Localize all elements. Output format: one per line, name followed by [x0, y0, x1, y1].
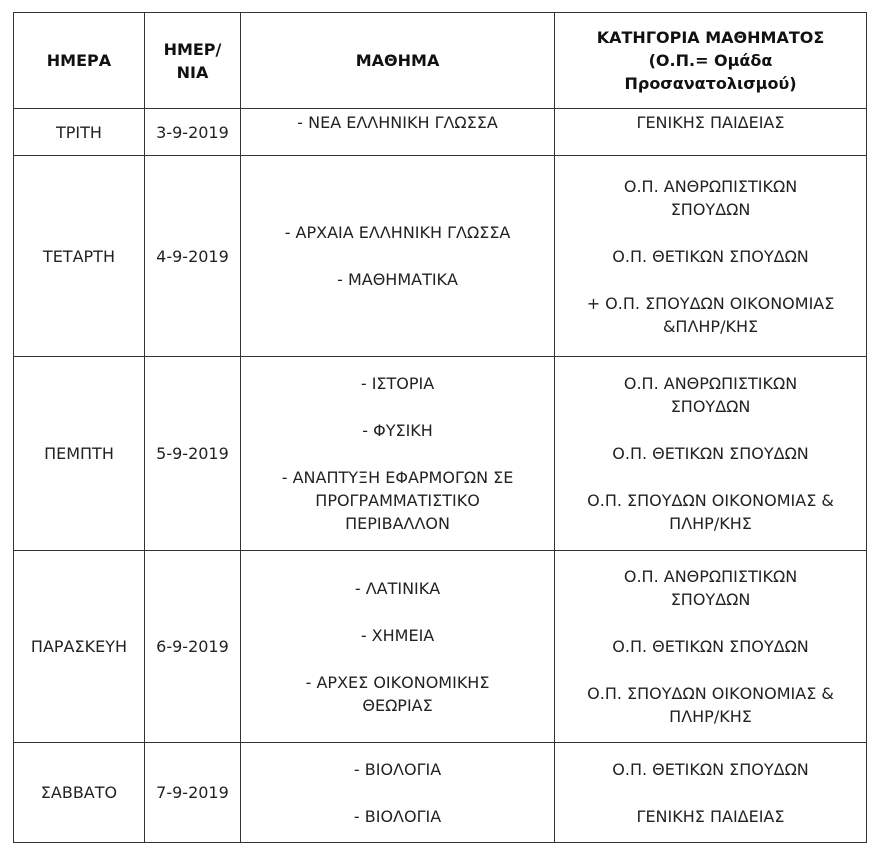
category-line: Ο.Π. ΘΕΤΙΚΩΝ ΣΠΟΥΔΩΝ: [612, 759, 809, 779]
category-line: Ο.Π. ΘΕΤΙΚΩΝ ΣΠΟΥΔΩΝ: [612, 444, 809, 463]
subject-line: - ΜΑΘΗΜΑΤΙΚΑ: [337, 270, 458, 289]
subject-cell: [241, 743, 555, 843]
subject-line: - ΧΗΜΕΙΑ: [360, 625, 435, 645]
exam-schedule-table: [13, 12, 867, 843]
subject-line: - ΦΥΣΙΚΗ: [362, 421, 433, 440]
category-cell: [555, 357, 867, 551]
subject-line: - ΒΙΟΛΟΓΙΑ: [353, 806, 442, 826]
category-cell: [555, 109, 867, 156]
date-cell: 3-9-2019: [144, 109, 240, 156]
subject-line: - ΑΡΧΕΣ ΟΙΚΟΝΟΜΙΚΗΣ: [305, 672, 490, 692]
subject-line: ΠΡΟΓΡΑΜΜΑΤΙΣΤΙΚΟ: [315, 491, 480, 510]
header-date: [144, 13, 240, 109]
day-cell: ΣΑΒΒΑΤΟ: [14, 743, 145, 843]
subject-line: ΠΕΡΙΒΑΛΛΟΝ: [345, 514, 450, 533]
subject-line: - ΙΣΤΟΡΙΑ: [360, 374, 435, 393]
category-line: Ο.Π. ΘΕΤΙΚΩΝ ΣΠΟΥΔΩΝ: [612, 637, 809, 656]
header-category: [555, 13, 867, 109]
category-line: ΣΠΟΥΔΩΝ: [670, 199, 751, 219]
subject-cell: [241, 357, 555, 551]
header-category-line: (Ο.Π.= Ομάδα: [648, 51, 773, 70]
category-line: ΣΠΟΥΔΩΝ: [670, 397, 751, 416]
table-row: [14, 109, 867, 156]
subject-line: - ΝΕΑ ΕΛΛΗΝΙΚΗ ΓΛΩΣΣΑ: [297, 113, 498, 132]
category-line: ΣΠΟΥΔΩΝ: [670, 590, 751, 609]
table-row: [14, 357, 867, 551]
table-row: [14, 743, 867, 843]
date-cell: 6-9-2019: [144, 551, 240, 743]
category-line: Ο.Π. ΑΝΘΡΩΠΙΣΤΙΚΩΝ: [623, 567, 798, 586]
category-line: ΓΕΝΙΚΗΣ ΠΑΙΔΕΙΑΣ: [636, 113, 785, 132]
category-cell: [555, 156, 867, 357]
day-cell: ΤΕΤΑΡΤΗ: [14, 156, 145, 357]
category-line: Ο.Π. ΣΠΟΥΔΩΝ ΟΙΚΟΝΟΜΙΑΣ &: [587, 491, 834, 510]
category-cell: [555, 551, 867, 743]
subject-cell: [241, 551, 555, 743]
category-line: Ο.Π. ΑΝΘΡΩΠΙΣΤΙΚΩΝ: [623, 374, 798, 393]
subject-cell: [241, 156, 555, 357]
header-row: [14, 13, 867, 109]
category-cell: [555, 743, 867, 843]
subject-line: - ΑΝΑΠΤΥΞΗ ΕΦΑΡΜΟΓΩΝ ΣΕ: [281, 468, 514, 487]
date-cell: 5-9-2019: [144, 357, 240, 551]
category-line: ΠΛΗΡ/ΚΗΣ: [669, 707, 752, 726]
table-row: [14, 156, 867, 357]
date-cell: 4-9-2019: [144, 156, 240, 357]
subject-cell: [241, 109, 555, 156]
date-cell: 7-9-2019: [144, 743, 240, 843]
category-line: Ο.Π. ΑΝΘΡΩΠΙΣΤΙΚΩΝ: [623, 176, 798, 196]
category-line: ΠΛΗΡ/ΚΗΣ: [669, 514, 752, 533]
category-line: Ο.Π. ΘΕΤΙΚΩΝ ΣΠΟΥΔΩΝ: [612, 246, 809, 266]
category-line: Ο.Π. ΣΠΟΥΔΩΝ ΟΙΚΟΝΟΜΙΑΣ &: [587, 684, 834, 703]
subject-line: - ΒΙΟΛΟΓΙΑ: [353, 759, 442, 779]
day-cell: ΤΡΙΤΗ: [14, 109, 145, 156]
subject-line: ΘΕΩΡΙΑΣ: [362, 695, 433, 715]
subject-line: - ΛΑΤΙΝΙΚΑ: [354, 578, 441, 598]
category-line: + Ο.Π. ΣΠΟΥΔΩΝ ΟΙΚΟΝΟΜΙΑΣ: [586, 293, 835, 313]
header-category-line: ΚΑΤΗΓΟΡΙΑ ΜΑΘΗΜΑΤΟΣ: [596, 28, 825, 47]
category-line: &ΠΛΗΡ/ΚΗΣ: [662, 316, 759, 336]
day-cell: ΠΑΡΑΣΚΕΥΗ: [14, 551, 145, 743]
header-category-line: Προσανατολισμού): [624, 74, 797, 93]
header-subject: ΜΑΘΗΜΑ: [241, 13, 555, 109]
day-cell: ΠΕΜΠΤΗ: [14, 357, 145, 551]
header-day: ΗΜΕΡΑ: [14, 13, 145, 109]
header-date-line: ΗΜΕΡ/: [163, 39, 222, 59]
category-line: ΓΕΝΙΚΗΣ ΠΑΙΔΕΙΑΣ: [636, 806, 785, 826]
subject-line: - ΑΡΧΑΙΑ ΕΛΛΗΝΙΚΗ ΓΛΩΣΣΑ: [284, 223, 511, 242]
header-date-line: ΝΙΑ: [176, 62, 209, 82]
table-row: [14, 551, 867, 743]
